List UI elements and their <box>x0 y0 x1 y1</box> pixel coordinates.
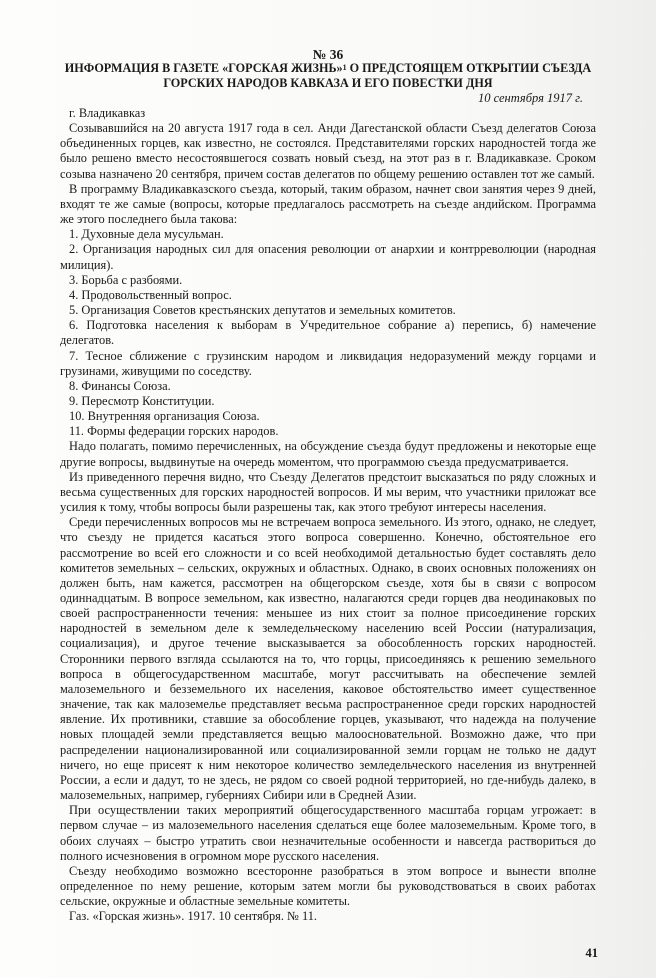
list-item: 11. Формы федерации горских народов. <box>69 424 279 439</box>
document-title <box>60 61 596 91</box>
list-item: 5. Организация Советов крестьянских депутатов и земельных комитетов. <box>69 303 456 318</box>
paragraph: Надо полагать, помимо перечисленных, на обсуждение съезда будут предложены и некоторые еще другие вопросы, выдвинутые на очередь моментом, что программою съезда предусматривается. <box>60 439 596 469</box>
page-number: 41 <box>585 946 598 960</box>
paragraph: Среди перечисленных вопросов мы не встречаем вопроса земельного. Из этого, однако, не следует, что съезду не придется касаться этого вопроса совершенно. Конечно, обстоятельное его рассмотрение во всей его сложности и со всей необходимой детальностью будет составлять дело комитетов земельных – сельских, окружных и областных. Однако, в своих основных положениях он должен быть, нам кажется, рассмотрен на общегорском съезде, хотя бы в связи с вопросом одиннадцатым. В вопросе земельном, как известно, налагаются среди горцев два неодинаковых по своей распространенности течения: меньшее из них стоит за полное присоединение горских народностей в земельном деле к земледельческому населению всей России (натурализация, социализация), и другое течение высказывается за обособленность горских народностей. Сторонники первого взгляда ссылаются на то, что горцы, присоединяясь к решению земельного вопроса в общегосударственном масштабе, могут рассчитывать на обеспечение землей малоземельного и безземельного их населения, каковое обстоятельство имеет существенное значение, так как малоземелье представляет весьма распространенное среди горских народностей явление. Их противники, ставшие за обособление горцев, указывают, что надежда на получение новых площадей земли представляется вещью малоосновательной. Возможно даже, что при распределении национализированной или социализированной земли горцам не только не дадут ничего, но еще присеят к ним некоторое количество земледельческого населения из внутренней России, а если и дадут, то не здесь, не рядом со своей родной территорией, но где-нибудь далеко, в малоземельных, например, губерниях Сибири или в Средней Азии. <box>60 515 596 803</box>
list-item: 2. Организация народных сил для опасения революции от анархии и контрреволюции (народная милиция). <box>60 242 596 272</box>
paragraph: Съезду необходимо возможно всесторонне разобраться в этом вопросе и вынести вполне определенное по нему решение, которым затем могли бы руководствоваться в своих работах сельские, окружные и областные земельные комитеты. <box>60 863 596 909</box>
list-item: 10. Внутренняя организация Союза. <box>69 409 260 424</box>
list-item: 7. Тесное сближение с грузинским народом и ликвидация недоразумений между горцами и грузинами, живущими по соседству. <box>60 348 596 378</box>
document-number: № 36 <box>312 47 344 62</box>
list-item: 4. Продовольственный вопрос. <box>69 287 232 302</box>
document-place: г. Владикавказ <box>69 106 146 120</box>
document-date: 10 сентября 1917 г. <box>477 91 583 105</box>
list-item: 6. Подготовка населения к выборам в Учредительное собрание а) перепись, б) намечение делегатов. <box>60 318 596 348</box>
list-item: 1. Духовные дела мусульман. <box>69 227 224 242</box>
paragraph: Созывавшийся на 20 августа 1917 года в сел. Анди Дагестанской области Съезд делегатов Союза объединенных горцев, как известно, не состоялся. Представителями горских народностей тогда же было решено вместо несостоявшегося созвать новый съезд, на этот раз в г. Владикавказе. Сроком созыва назначено 20 сентября, причем состав делегатов по общему решению оставлен тот же самый. <box>60 121 596 181</box>
list-item: 9. Пересмотр Конституции. <box>69 393 215 408</box>
document-body <box>60 106 596 924</box>
paragraph: При осуществлении таких мероприятий общегосударственного масштаба горцам угрожает: в первом случае – из малоземельного населения сделаться еще более малоземельным. Кроме того, в обоих случаях – быстро утратить свои незначительные особенности и навсегда раствориться до полного исчезновения в огромном море русского населения. <box>60 803 596 863</box>
source-citation: Газ. «Горская жизнь». 1917. 10 сентября. № 11. <box>69 909 318 924</box>
list-item: 3. Борьба с разбоями. <box>69 272 183 287</box>
title-footnote-marker: 1 <box>342 63 347 72</box>
paragraph: В программу Владикавказского съезда, который, таким образом, начнет свои занятия через 9 дней, входят те же самые (вопросы, которые предлагалось рассмотреть на съезде андийском. Программа же этого последнего была такова: <box>60 181 596 227</box>
paragraph: Из приведенного перечня видно, что Съезду Делегатов предстоит высказаться по ряду сложных и весьма существенных для горских народностей вопросов. И мы верим, что участники приложат все усилия к тому, чтобы вопросы были разрешены так, как этого требуют интересы населения. <box>60 469 596 515</box>
list-item: 8. Финансы Союза. <box>69 378 171 393</box>
title-part-1: ИНФОРМАЦИЯ В ГАЗЕТЕ «ГОРСКАЯ ЖИЗНЬ» <box>64 61 343 75</box>
title-part-2: О ПРЕДСТОЯЩЕМ ОТКРЫТИИ СЪЕЗДА ГОРСКИХ НАРОДОВ КАВКАЗА И ЕГО ПОВЕСТКИ ДНЯ <box>163 61 592 90</box>
